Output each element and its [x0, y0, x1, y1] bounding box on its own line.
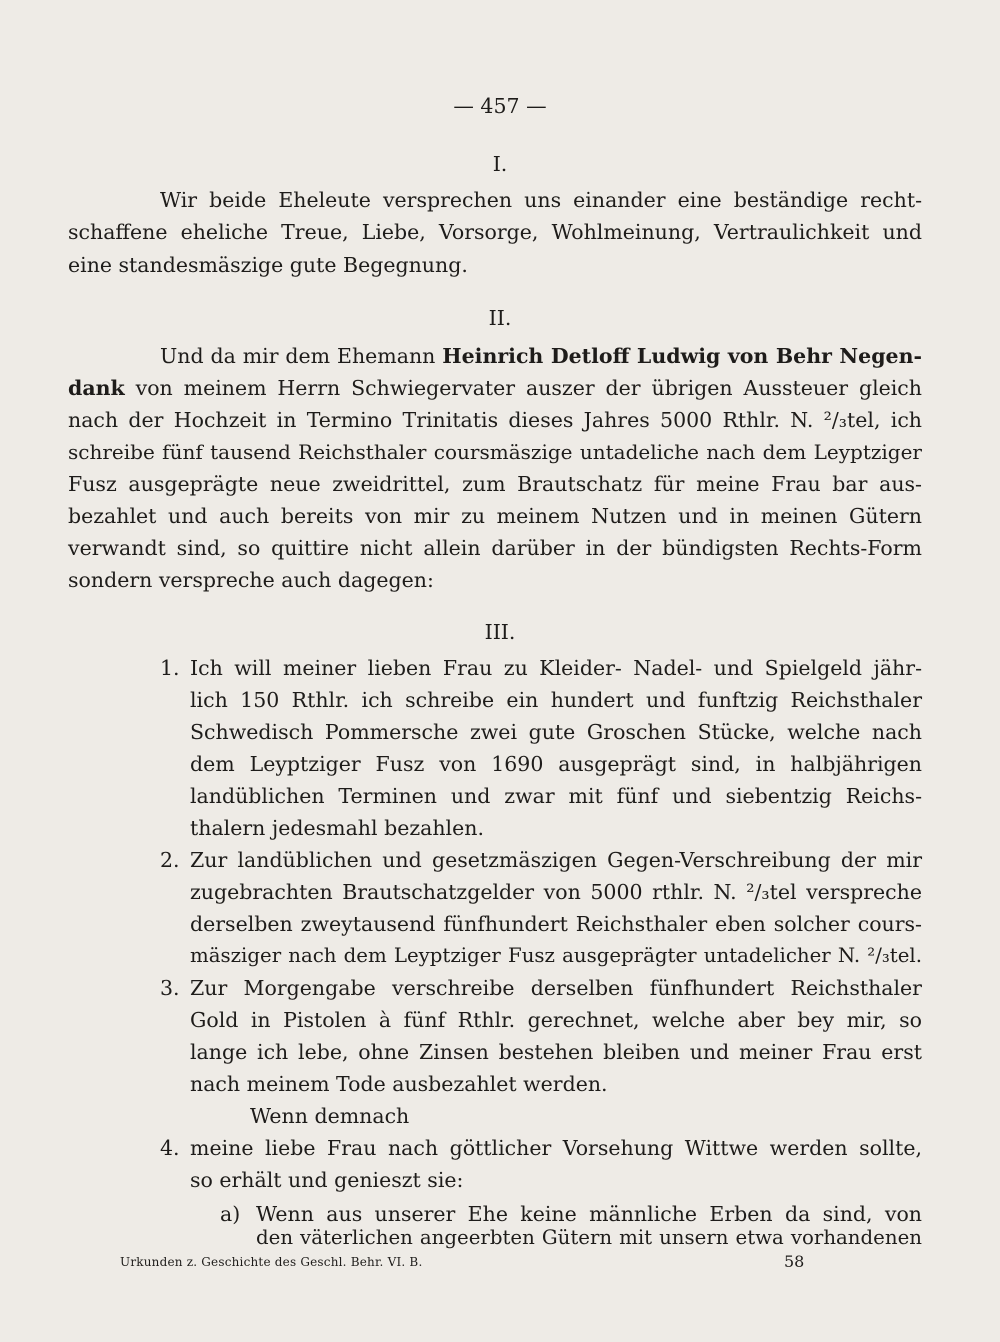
item-number: 1.	[160, 656, 180, 680]
text-line: Gold in Pistolen à fünf Rthlr. gerechnet, welche aber bey mir, so	[190, 1008, 922, 1032]
text-line	[68, 372, 922, 404]
text-line: Wenn demnach	[250, 1104, 410, 1128]
text-line: landüblichen Terminen und zwar mit fünf und siebentzig Reichs-	[190, 784, 922, 808]
text-line: verwandt sind, so quittire nicht allein darüber in der bündigsten Rechts-Form	[68, 536, 922, 560]
text-line: bezahlet und auch bereits von mir zu meinem Nutzen und in meinen Gütern	[68, 504, 922, 528]
text-run: Und da mir dem Ehemann	[160, 344, 443, 368]
text-line: schreibe fünf tausend Reichsthaler coursmäszige untadeliche nach dem Leyptziger	[68, 440, 922, 464]
page-number: — 457 —	[453, 94, 547, 118]
text-run: von meinem Herrn Schwiegervater auszer der übrigen Aussteuer gleich	[124, 376, 922, 400]
text-line: sondern verspreche auch dagegen:	[68, 568, 434, 592]
section-heading-i: I.	[492, 152, 508, 176]
text-line: derselben zweytausend fünfhundert Reichsthaler eben solcher cours-	[190, 912, 922, 936]
text-line: lange ich lebe, ohne Zinsen bestehen bleiben und meiner Frau erst	[190, 1040, 922, 1064]
section-heading-iii: III.	[484, 620, 516, 644]
text-line: eine standesmäszige gute Begegnung.	[68, 253, 468, 277]
text-line: schaffene eheliche Treue, Liebe, Vorsorge, Wohlmeinung, Vertraulichkeit und	[68, 220, 922, 244]
text-line: lich 150 Rthlr. ich schreibe ein hundert und funftzig Reichsthaler	[190, 688, 922, 712]
item-number: 4.	[160, 1136, 180, 1160]
text-line: nach der Hochzeit in Termino Trinitatis dieses Jahres 5000 Rthlr. N. ²/₃tel, ich	[68, 408, 922, 432]
text-line: so erhält und genieszt sie:	[190, 1168, 464, 1192]
text-line: Ich will meiner lieben Frau zu Kleider- Nadel- und Spielgeld jähr-	[190, 656, 922, 680]
text-line: den väterlichen angeerbten Gütern mit unsern etwa vorhandenen	[256, 1226, 922, 1249]
text-line: zugebrachten Brautschatzgelder von 5000 rthlr. N. ²/₃tel verspreche	[190, 880, 922, 904]
footer-source: Urkunden z. Geschichte des Geschl. Behr. VI. B.	[120, 1255, 423, 1269]
section-heading-ii: II.	[488, 306, 512, 330]
text-line: Fusz ausgeprägte neue zweidrittel, zum Brautschatz für meine Frau bar aus-	[68, 472, 922, 496]
text-line: Zur Morgengabe verschreibe derselben fünfhundert Reichsthaler	[190, 976, 922, 1000]
text-line	[160, 340, 922, 372]
text-line: mäsziger nach dem Leyptziger Fusz ausgeprägter untadelicher N. ²/₃tel.	[190, 944, 922, 967]
name-bold: Heinrich Detloff Ludwig von Behr Negen-	[442, 344, 922, 368]
text-line: Wir beide Eheleute versprechen uns einander eine beständige recht-	[160, 188, 922, 212]
text-line: dem Leyptziger Fusz von 1690 ausgeprägt sind, in halbjährigen	[190, 752, 922, 776]
item-number: 2.	[160, 848, 180, 872]
text-line: Zur landüblichen und gesetzmäszigen Gegen-Verschreibung der mir	[190, 848, 922, 872]
text-line: thalern jedesmahl bezahlen.	[190, 816, 484, 840]
text-line: Wenn aus unserer Ehe keine männliche Erben da sind, von	[256, 1202, 922, 1226]
sub-item-label: a)	[220, 1202, 241, 1226]
name-bold: dank	[68, 376, 125, 400]
text-line: meine liebe Frau nach göttlicher Vorsehung Wittwe werden sollte,	[190, 1136, 922, 1160]
footer-folio: 58	[784, 1252, 805, 1271]
item-number: 3.	[160, 976, 180, 1000]
text-line: Schwedisch Pommersche zwei gute Groschen Stücke, welche nach	[190, 720, 922, 744]
text-line: nach meinem Tode ausbezahlet werden.	[190, 1072, 608, 1096]
